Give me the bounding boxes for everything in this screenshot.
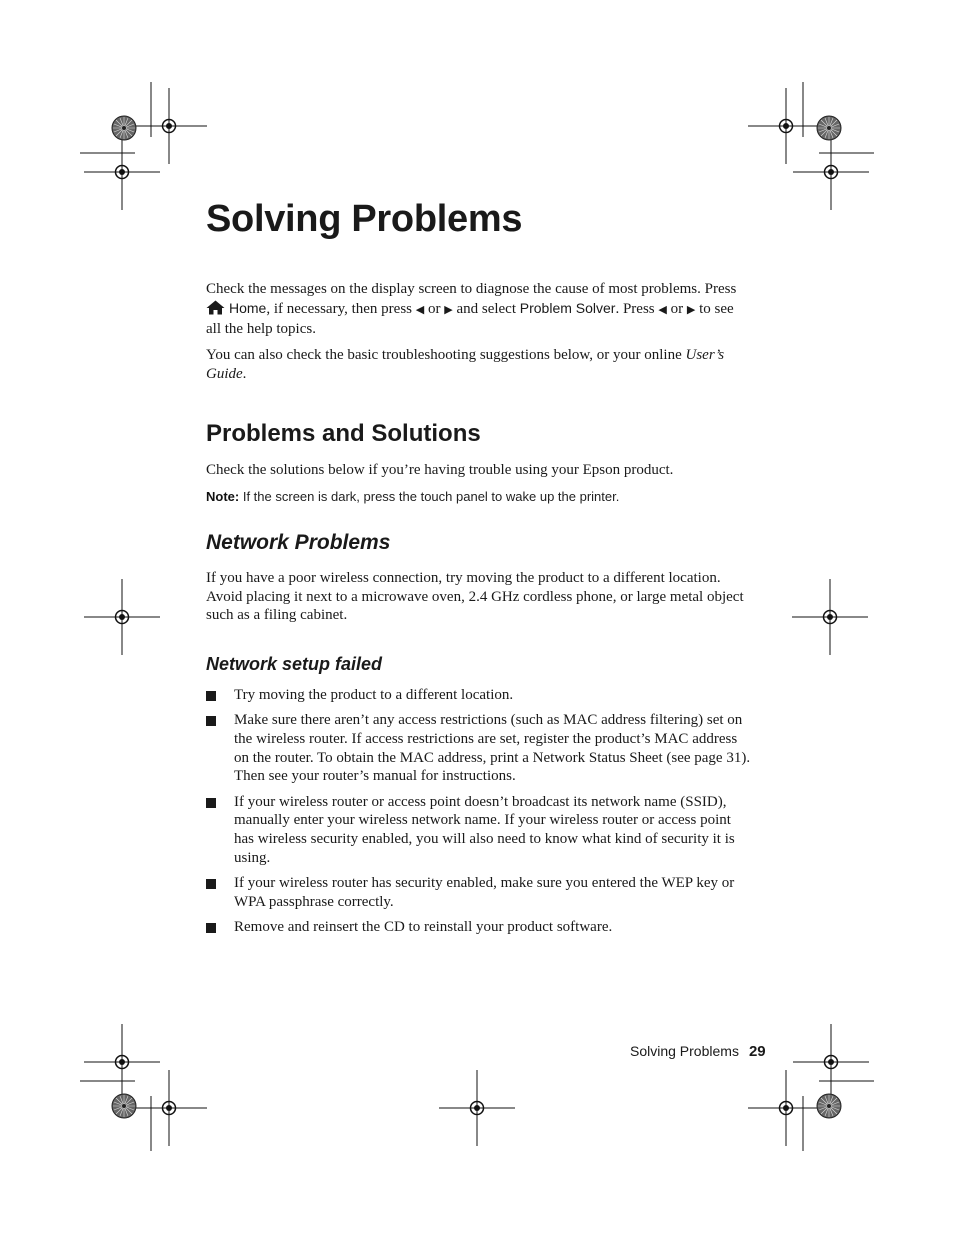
intro-text-2: , if necessary, then press: [266, 300, 413, 317]
list-item-text: If your wireless router has security enabled, make sure you entered the WEP key or WPA passphrase correctly.: [234, 874, 735, 910]
network-heading: Network Problems: [206, 531, 391, 554]
right-arrow-icon: ▶: [444, 302, 453, 316]
intro-p2-text: You can also check the basic troubleshooting suggestions below, or your online: [206, 347, 682, 363]
intro-text-4: . Press: [615, 300, 655, 317]
page-footer: [630, 1043, 766, 1060]
left-arrow-icon: ◀: [415, 302, 425, 316]
bullet-icon: [206, 716, 216, 726]
intro-p2-end: .: [242, 365, 247, 382]
setup-failed-heading: Network setup failed: [206, 654, 383, 674]
note-text: If the screen is dark, press the touch panel to wake up the printer.: [242, 489, 620, 504]
intro-paragraph: [206, 280, 751, 339]
or-text-1: or: [427, 300, 441, 317]
page-number: 29: [748, 1043, 766, 1060]
list-item: [206, 874, 751, 911]
left-arrow-icon: ◀: [658, 302, 667, 316]
intro-paragraph-2: [206, 346, 751, 383]
problem-solver-label: Problem Solver: [519, 299, 616, 316]
list-item-text: Make sure there aren’t any access restrictions (such as MAC address filtering) set on the wireless router. If access restrictions are set, register the product’s MAC address on the router. To obtain the MAC address, print a Network Status Sheet (see page 31). Then see your router’s manual for instructions.: [234, 712, 751, 785]
section-text: Check the solutions below if you’re having trouble using your Epson product.: [206, 462, 674, 478]
intro-text-1: Check the messages on the display screen to diagnose the cause of most problems. Press: [206, 281, 737, 297]
list-item: [206, 793, 751, 868]
bullet-icon: [206, 691, 216, 701]
right-arrow-icon: ▶: [686, 302, 696, 316]
list-item: [206, 711, 751, 786]
bullet-icon: [206, 798, 216, 808]
list-item-text: Remove and reinsert the CD to reinstall your product software.: [234, 918, 613, 935]
note: [206, 489, 751, 505]
list-item: [206, 686, 751, 705]
network-text: If you have a poor wireless connection, try moving the product to a different location. Avoid placing it next to a microwave oven, 2.4 GHz cordless phone, or large metal object such as a filing cabinet.: [206, 570, 744, 624]
home-icon: [206, 300, 225, 321]
home-label: Home: [229, 299, 267, 316]
intro-text-3: and select: [456, 300, 517, 317]
intro-text-5: to see all the help topics.: [206, 300, 734, 338]
list-item-text: If your wireless router or access point doesn’t broadcast its network name (SSID), manually enter your wireless network name. If your wireless router or access point has wireless security enabled, you will also need to know what kind of security it is using.: [234, 793, 735, 866]
footer-section: Solving Problems: [630, 1043, 739, 1059]
page-title: Solving Problems: [206, 198, 523, 240]
list-item: [206, 918, 751, 937]
bullet-icon: [206, 923, 216, 933]
note-label: Note:: [206, 489, 240, 504]
bullet-icon: [206, 879, 216, 889]
section-heading: Problems and Solutions: [206, 420, 481, 447]
setup-failed-list: [206, 686, 751, 943]
or-text-2: or: [670, 300, 684, 317]
users-guide-title: User’s Guide: [206, 347, 725, 382]
list-item-text: Try moving the product to a different location.: [234, 687, 514, 703]
